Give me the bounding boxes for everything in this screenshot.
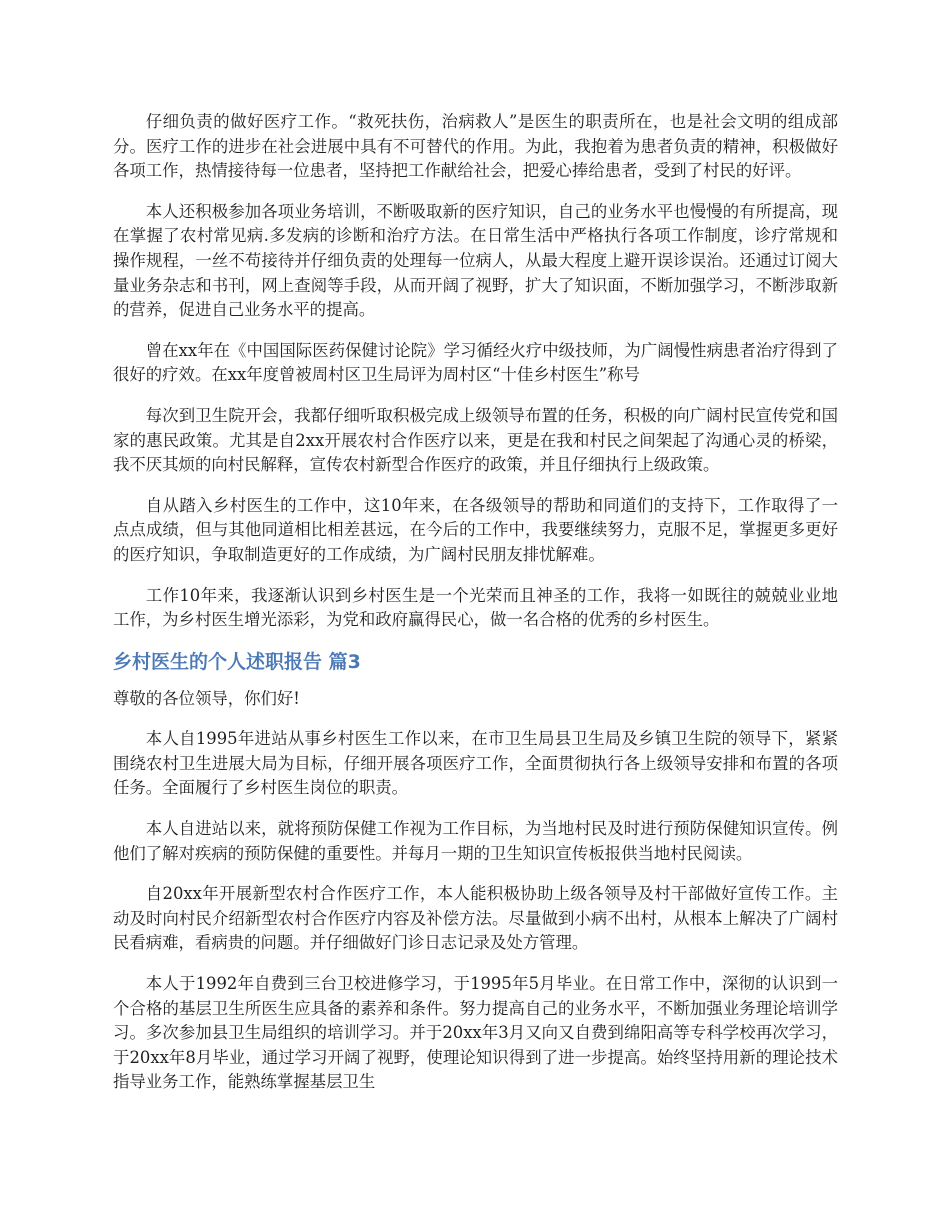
paragraph: 曾在xx年在《中国国际医药保健讨论院》学习循经火疗中级技师，为广阔慢性病患者治疗得到了很好的疗效。在xx年度曾被周村区卫生局评为周村区“十佳乡村医生”称号: [113, 340, 838, 385]
paragraph: 本人自1995年进站从事乡村医生工作以来，在市卫生局县卫生局及乡镇卫生院的领导下，紧紧围绕农村卫生进展大局为目标，仔细开展各项医疗工作，全面贯彻执行各上级领导安排和布置的各项任务。全面履行了乡村医生岗位的职责。: [113, 729, 838, 798]
paragraph: 自20xx年开展新型农村合作医疗工作，本人能积极协助上级各领导及村干部做好宣传工作。主动及时向村民介绍新型农村合作医疗内容及补偿方法。尽量做到小病不出村，从根本上解决了广阔村民看病难，看病贵的问题。并仔细做好门诊日志记录及处方管理。: [113, 884, 838, 953]
paragraph: 本人于1992年自费到三台卫校进修学习，于1995年5月毕业。在日常工作中，深彻的认识到一个合格的基层卫生所医生应具备的素养和条件。努力提高自己的业务水平，不断加强业务理论培训学习。多次参加县卫生局组织的培训学习。并于20xx年3月又向又自费到绵阳高等专科学校再次学习，于20xx年8月毕业，通过学习开阔了视野，使理论知识得到了进一步提高。始终坚持用新的理论技术指导业务工作，能熟练掌握基层卫生: [113, 974, 838, 1092]
paragraph: 每次到卫生院开会，我都仔细听取积极完成上级领导布置的任务，积极的向广阔村民宣传党和国家的惠民政策。尤其是自2xx开展农村合作医疗以来，更是在我和村民之间架起了沟通心灵的桥梁，我不厌其烦的向村民解释，宣传农村新型合作医疗的政策，并且仔细执行上级政策。: [113, 405, 838, 475]
document-body: [113, 110, 838, 1111]
paragraph: 自从踏入乡村医生的工作中，这10年来，在各级领导的帮助和同道们的支持下，工作取得了一点点成绩，但与其他同道相比相差甚远，在今后的工作中，我要继续努力，克服不足，掌握更多更好的医疗知识，争取制造更好的工作成绩，为广阔村民朋友排忧解难。: [113, 495, 838, 564]
salutation: 尊敬的各位领导，你们好!: [113, 688, 300, 708]
paragraph: 本人自进站以来，就将预防保健工作视为工作目标，为当地村民及时进行预防保健知识宣传。例他们了解对疾病的预防保健的重要性。并每月一期的卫生知识宣传板报供当地村民阅读。: [113, 819, 838, 863]
paragraph: 本人还积极参加各项业务培训，不断吸取新的医疗知识，自己的业务水平也慢慢的有所提高，现在掌握了农村常见病.多发病的诊断和治疗方法。在日常生活中严格执行各项工作制度，诊疗常规和操作规程，一丝不苟接待并仔细负责的处理每一位病人，从最大程度上避开误诊误治。还通过订阅大量业务杂志和书刊，网上查阅等手段，从而开阔了视野，扩大了知识面，不断加强学习，不断涉取新的营养，促进自己业务水平的提高。: [113, 201, 838, 320]
section-heading: 乡村医生的个人述职报告 篇3: [113, 650, 361, 673]
paragraph: 工作10年来，我逐渐认识到乡村医生是一个光荣而且神圣的工作，我将一如既往的兢兢业业地工作，为乡村医生增光添彩，为党和政府赢得民心，做一名合格的优秀的乡村医生。: [113, 585, 838, 630]
paragraph: 仔细负责的做好医疗工作。“救死扶伤，治病救人”是医生的职责所在，也是社会文明的组成部分。医疗工作的进步在社会进展中具有不可替代的作用。为此，我抱着为患者负责的精神，积极做好各项工作，热情接待每一位患者，坚持把工作献给社会，把爱心捧给患者，受到了村民的好评。: [113, 112, 838, 181]
